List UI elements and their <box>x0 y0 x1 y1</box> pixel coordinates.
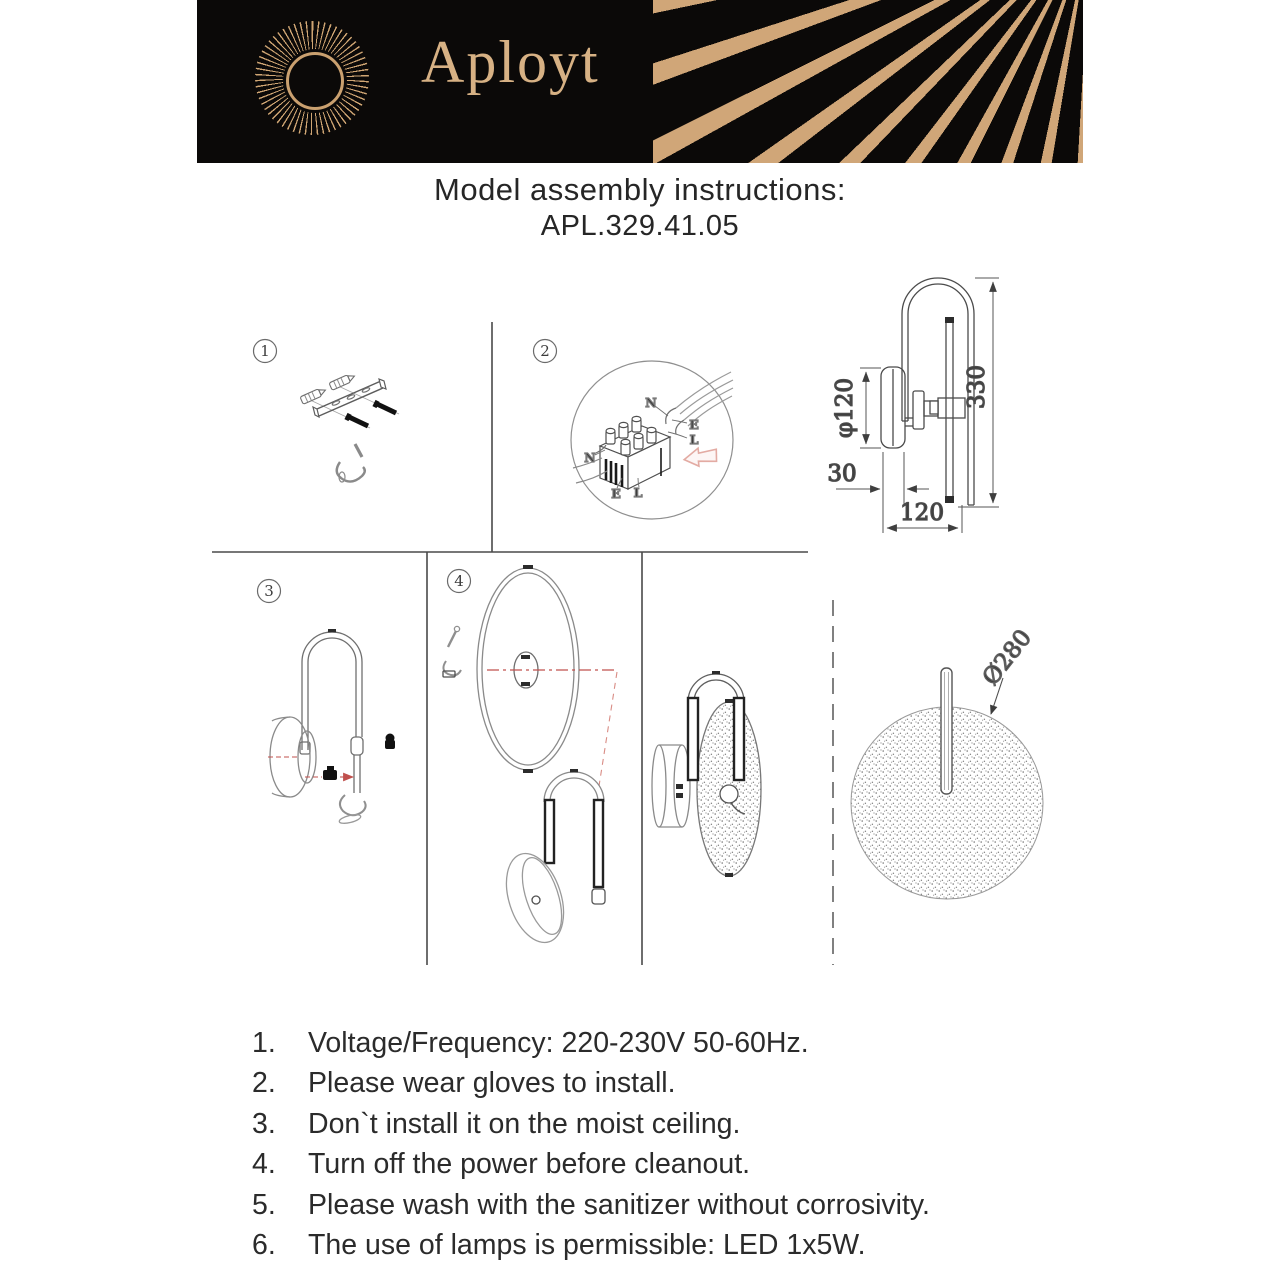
assembled-view <box>652 671 761 877</box>
instruction-item <box>252 1145 1102 1186</box>
instruction-item <box>252 1064 1102 1105</box>
step-badges <box>254 340 557 603</box>
dim-width-120: 120 <box>900 500 944 526</box>
step-2-badge: 2 <box>540 342 550 360</box>
instruction-number: 1. <box>252 1026 276 1059</box>
step-1-bracket-diagram <box>300 372 399 482</box>
instruction-text: Don`t install it on the moist ceiling. <box>308 1107 741 1140</box>
page-title: Model assembly instructions: <box>434 172 846 207</box>
brand-name: Aployt <box>421 29 600 95</box>
step-2-wiring-diagram <box>571 361 733 519</box>
instruction-text: Turn off the power before cleanout. <box>308 1148 751 1181</box>
step-3-mount-diagram <box>268 629 395 825</box>
wire-label-l-bottom: L <box>633 485 643 500</box>
model-number: APL.329.41.05 <box>540 210 740 242</box>
instructions-list <box>252 1023 1102 1266</box>
step-1-badge: 1 <box>260 342 270 360</box>
instruction-number: 4. <box>252 1148 276 1181</box>
dim-height-330: 330 <box>964 365 990 409</box>
instruction-item <box>252 1104 1102 1145</box>
instruction-text: Please wash with the sanitizer without corrosivity. <box>308 1188 930 1221</box>
dim-plate-diameter: φ120 <box>832 377 858 439</box>
step-4-ring-diagram <box>443 565 618 950</box>
wire-label-e-bottom: E <box>611 486 621 501</box>
dim-depth-30: 30 <box>827 461 857 487</box>
instruction-item <box>252 1185 1102 1226</box>
instruction-text: The use of lamps is permissible: LED 1x5W. <box>308 1229 866 1262</box>
step-4-badge: 4 <box>454 572 464 590</box>
wire-label-l-right: L <box>689 432 699 447</box>
step-3-badge: 3 <box>264 582 274 600</box>
instruction-item <box>252 1226 1102 1267</box>
dim-shade-diameter: Ø280 <box>977 624 1038 691</box>
instruction-number: 6. <box>252 1229 276 1262</box>
instruction-text: Voltage/Frequency: 220-230V 50-60Hz. <box>308 1026 809 1059</box>
wire-label-n-left: N <box>584 450 596 465</box>
wire-label-n-top: N <box>645 395 657 410</box>
instruction-number: 5. <box>252 1188 276 1221</box>
wire-label-e-right: E <box>689 417 699 432</box>
instruction-item <box>252 1023 1102 1064</box>
instruction-text: Please wear gloves to install. <box>308 1067 676 1100</box>
instruction-number: 2. <box>252 1067 276 1100</box>
dimension-side-view <box>827 278 999 533</box>
instruction-number: 3. <box>252 1107 276 1140</box>
front-view <box>851 625 1043 899</box>
